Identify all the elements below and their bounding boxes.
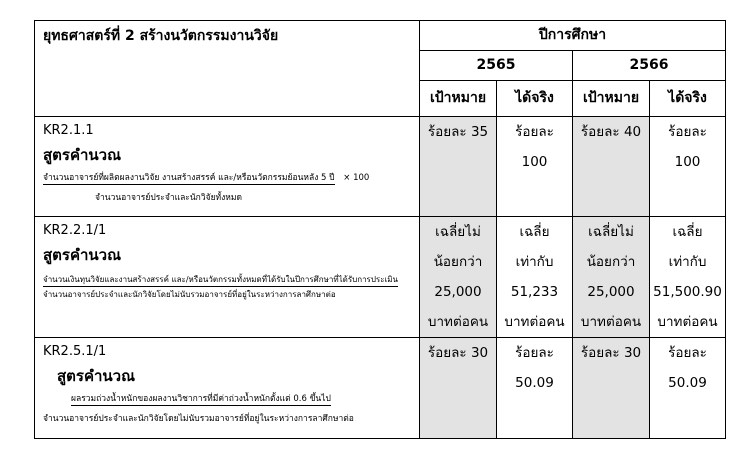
value-line: ร้อยละ 30 xyxy=(580,345,642,361)
actual-2566-cell xyxy=(650,338,726,439)
value-line: ร้อยละ xyxy=(515,345,554,361)
table-row xyxy=(35,117,726,217)
value-line: ร้อยละ xyxy=(668,124,707,140)
kr-id: KR2.2.1/1 xyxy=(43,223,107,238)
value-line: เฉลี่ยไม่ xyxy=(435,224,481,240)
header-row-1 xyxy=(35,21,726,51)
actual-2565-cell xyxy=(497,117,573,217)
value-line: ร้อยละ xyxy=(668,345,707,361)
target-2565-cell xyxy=(420,217,497,338)
value-line: 25,000 xyxy=(587,284,635,300)
value-line: น้อยกว่า xyxy=(433,254,483,270)
year-2565-header: 2565 xyxy=(420,51,573,81)
target-header-2565: เป้าหมาย xyxy=(420,81,497,117)
kr-table xyxy=(34,20,726,439)
value-line: น้อยกว่า xyxy=(586,254,636,270)
actual-header-2566: ได้จริง xyxy=(650,81,726,117)
kr-id: KR2.1.1 xyxy=(43,123,94,138)
formula-multiplier: × 100 xyxy=(343,173,370,184)
formula-fraction xyxy=(35,386,419,425)
strategy-title: ยุทธศาสตร์ที่ 2 สร้างนวัตกรรมงานวิจัย xyxy=(35,21,420,117)
target-2566-cell xyxy=(573,217,650,338)
value-line: เท่ากับ xyxy=(515,254,554,270)
value-line: เท่ากับ xyxy=(668,254,707,270)
kr-id: KR2.5.1/1 xyxy=(43,344,107,359)
table-row xyxy=(35,217,726,338)
value-line: ร้อยละ 35 xyxy=(427,124,489,140)
value-line: 100 xyxy=(521,154,548,170)
year-2566-header: 2566 xyxy=(573,51,726,81)
value-line: 51,500.90 xyxy=(653,284,722,300)
target-header-2566: เป้าหมาย xyxy=(573,81,650,117)
value-line: 25,000 xyxy=(434,284,482,300)
formula-numerator: จำนวนอาจารย์ที่ผลิตผลงานวิจัย งานสร้างสรรค์ และ/หรือนวัตกรรมย้อนหลัง 5 ปี xyxy=(43,173,335,185)
formula-denominator: จำนวนอาจารย์ประจำและนักวิจัยโดยไม่นับรวมอาจารย์ที่อยู่ในระหว่างการลาศึกษาต่อ xyxy=(43,414,354,425)
actual-2565-cell xyxy=(497,217,573,338)
formula-denominator: จำนวนอาจารย์ประจำและนักวิจัยทั้งหมด xyxy=(95,193,243,204)
value-line: บาทต่อคน xyxy=(657,314,718,330)
value-line: 50.09 xyxy=(515,375,554,391)
formula-fraction xyxy=(35,265,419,300)
actual-2566-cell xyxy=(650,217,726,338)
actual-header-2565: ได้จริง xyxy=(497,81,573,117)
value-line: บาทต่อคน xyxy=(504,314,565,330)
academic-year-header: ปีการศึกษา xyxy=(420,21,726,51)
value-line: ร้อยละ 40 xyxy=(580,124,642,140)
formula-numerator: จำนวนเงินทุนวิจัยและงานสร้างสรรค์ และ/หรือนวัตกรรมทั้งหมดที่ได้รับในปีการศึกษาที่ได้รับการประเมิน xyxy=(43,275,398,286)
actual-2565-cell xyxy=(497,338,573,439)
target-2565-cell xyxy=(420,338,497,439)
value-line: 50.09 xyxy=(668,375,707,391)
kr-description-cell xyxy=(35,217,420,338)
formula-label: สูตรคำนวณ xyxy=(57,366,136,385)
value-line: บาทต่อคน xyxy=(580,314,642,330)
table-row xyxy=(35,338,726,439)
actual-2566-cell xyxy=(650,117,726,217)
value-line: ร้อยละ xyxy=(515,124,554,140)
formula-numerator: ผลรวมถ่วงน้ำหนักของผลงานวิชาการที่มีค่าถ่วงน้ำหนักตั้งแต่ 0.6 ขึ้นไป xyxy=(71,394,331,406)
value-line: บาทต่อคน xyxy=(427,314,489,330)
value-line: 51,233 xyxy=(510,284,559,300)
formula-denominator: จำนวนอาจารย์ประจำและนักวิจัยโดยไม่นับรวมอาจารย์ที่อยู่ในระหว่างการลาศึกษาต่อ xyxy=(43,289,336,299)
value-line: เฉลี่ย xyxy=(672,224,703,240)
value-line: ร้อยละ 30 xyxy=(427,345,489,361)
kr-description-cell xyxy=(35,338,420,439)
formula-label: สูตรคำนวณ xyxy=(43,145,122,164)
target-2566-cell xyxy=(573,117,650,217)
target-2566-cell xyxy=(573,338,650,439)
value-line: 100 xyxy=(674,154,701,170)
formula-fraction xyxy=(35,165,419,204)
formula-label: สูตรคำนวณ xyxy=(43,245,122,264)
value-line: เฉลี่ยไม่ xyxy=(588,224,634,240)
target-2565-cell xyxy=(420,117,497,217)
value-line: เฉลี่ย xyxy=(519,224,550,240)
kr-description-cell xyxy=(35,117,420,217)
